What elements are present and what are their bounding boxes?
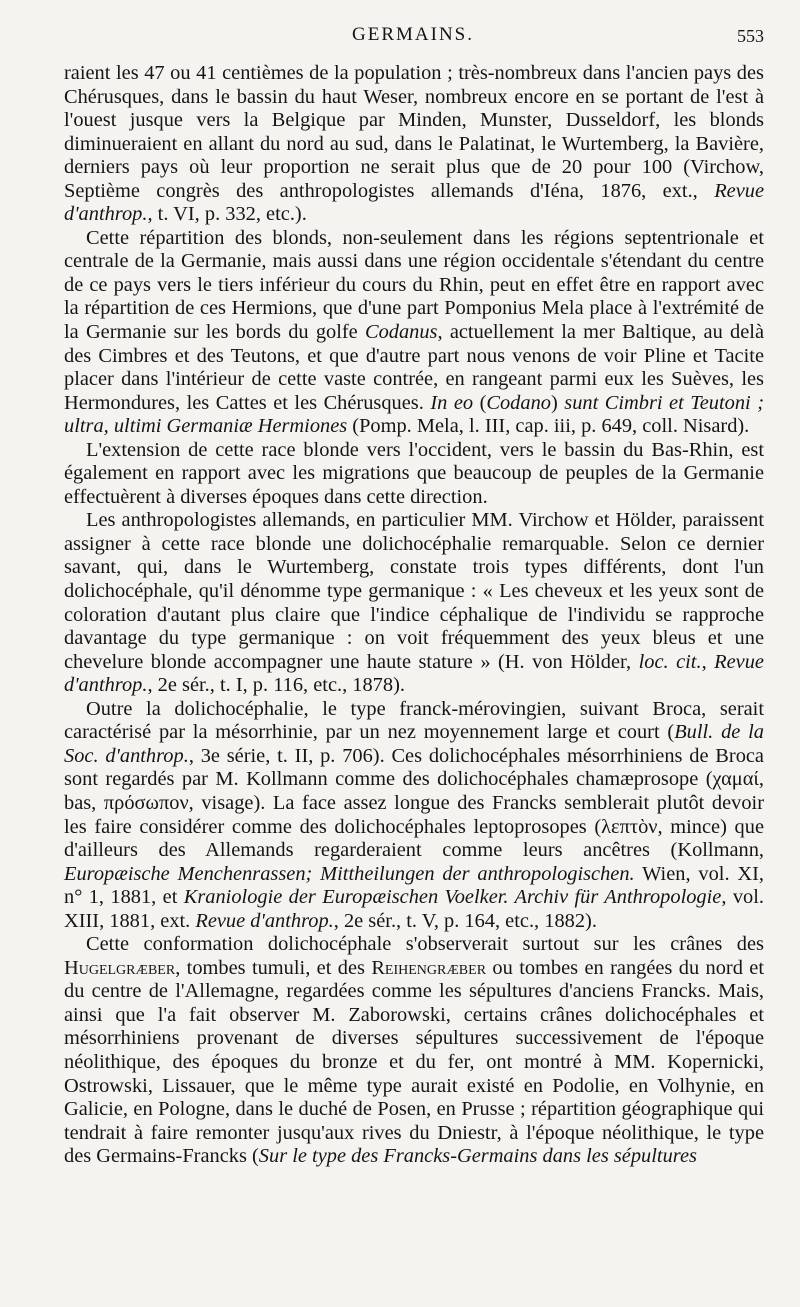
text-run: , tombes tumuli, et des	[175, 956, 372, 979]
paragraph	[64, 62, 764, 227]
text-run: (	[473, 391, 487, 414]
text-run: ou tombes en rangées du nord et du centre de l'Allemagne, regardées comme les sépultures d'anciens Francks. Mais, ainsi que l'a fait observer M. Zaborowski, certains crânes dolichocéphales et mésorrhiniens provenant de diverses sépultures successivement de l'époque néolithique, des époques du bronze et du fer, ont montré à MM. Kopernicki, Ostrowski, Lissauer, que le même type aurait existé en Podolie, en Volhynie, en Galicie, en Pologne, dans le duché de Posen, en Prusse ; répartition géographique qui tendrait à faire remonter jusqu'aux rives du Dniestr, à l'époque néolithique, le type des Germains-Francks (	[64, 956, 764, 1168]
page-number: 553	[737, 26, 764, 46]
paragraph	[64, 698, 764, 933]
text-run: ,	[701, 650, 715, 673]
italic-quote: Codano	[486, 391, 551, 414]
italic-citation: Revue d'anthrop.	[64, 179, 764, 226]
text-run: Wien, vol. XI, n° 1, 1881, et	[64, 862, 764, 909]
italic-citation: Revue d'anthrop.	[64, 650, 764, 697]
paragraph: L'extension de cette race blonde vers l'occident, vers le bassin du Bas-Rhin, est également en rapport avec les migrations que beaucoup de peuples de la Germanie effectuèrent à diverses époques dans cette direction.	[64, 438, 764, 508]
paragraph	[64, 933, 764, 1168]
text-run: , 2e sér., t. V, p. 164, etc., 1882).	[333, 909, 597, 932]
italic-quote: In eo	[430, 391, 474, 414]
running-head: GERMAINS.	[352, 24, 474, 45]
text-run: , 3e série, t. II, p. 706). Ces dolichocéphales mésorrhiniens de Broca sont regardés par M. Kollmann comme des dolichocéphales chamæprosope (χαμαί, bas, πρόσωπον, visage). La face assez longue des Francks semblerait plutôt devoir les faire considérer comme des dolichocéphales leptoprosopes (λεπτὸν, mince) que d'ailleurs des Allemands regarderaient comme leurs ancêtres (Kollmann,	[64, 744, 764, 862]
text-run: )	[550, 391, 565, 414]
text-run: raient les 47 ou 41 centièmes de la population ; très-nombreux dans l'ancien pays des Chérusques, dans le bassin du haut Weser, nombreux encore en se portant de l'est à l'ouest jusque vers la Belgique par Minden, Munster, Dusseldorf, les blonds diminueraient en allant du nord au sud, dans le Palatinat, le Wurtemberg, la Bavière, derniers pays où leur proportion ne serait plus que de 20 pour 100 (Virchow, Septième congrès des anthropologistes allemands d'Iéna, 1876, ext.,	[64, 62, 764, 202]
text-run: Outre la dolichocéphalie, le type franck-mérovingien, suivant Broca, serait caractérisé par la mésorrhinie, par un nez moyennement large et court (	[64, 697, 764, 744]
small-caps-term: Hugelgræber	[64, 956, 176, 979]
italic-citation: Kraniologie der Europæischen Voelker. Archiv für Anthropologie	[183, 886, 722, 909]
italic-citation: Sur le type des Francks-Germains dans les sépultures	[258, 1145, 697, 1168]
italic-citation: Europæische Menchenrassen; Mittheilungen der anthropologischen.	[64, 862, 635, 885]
text-run: , vol. XIII, 1881, ext.	[64, 886, 764, 932]
text-run: , t. VI, p. 332, etc.).	[147, 203, 307, 226]
italic-citation: Bull. de la Soc. d'anthrop.	[64, 721, 764, 767]
paragraph	[64, 509, 764, 697]
text-run: , 2e sér., t. I, p. 116, etc., 1878).	[147, 674, 405, 697]
body-text	[64, 62, 764, 1169]
text-run: Cette répartition des blonds, non-seulement dans les régions septentrionale et centrale de la Germanie, mais aussi dans une région occidentale s'étendant du centre de ce pays vers le tiers inférieur du cours du Rhin, peut en effet être en rapport avec la répartition de ces Hermions, que d'une part Pomponius Mela place à l'extrémité de la Germanie sur les bords du golfe	[64, 226, 764, 344]
italic-citation: loc. cit.	[638, 650, 702, 673]
small-caps-term: Reihengræber	[371, 956, 487, 979]
italic-quote: sunt Cimbri et Teutoni ; ultra, ultimi Germaniæ Hermiones	[64, 391, 764, 438]
text-run: Cette conformation dolichocéphale s'observerait surtout sur les crânes des	[86, 933, 764, 956]
italic-term: Codanus	[364, 321, 438, 344]
page-header	[62, 22, 764, 50]
italic-citation: Revue d'anthrop.	[195, 909, 334, 932]
paragraph	[64, 227, 764, 439]
text-run: , actuellement la mer Baltique, au delà des Cimbres et des Teutons, et que d'autre part nous venons de voir Pline et Tacite placer dans l'intérieur de cette vaste contrée, en rangeant parmi eux les Suèves, les Hermondures, les Cattes et les Chérusques.	[64, 321, 764, 414]
text-run: Les anthropologistes allemands, en particulier MM. Virchow et Hölder, paraissent assigner à cette race blonde une dolichocéphalie remarquable. Selon ce dernier savant, qui, dans le Wurtemberg, constate trois types différents, dont l'un dolichocéphale, qu'il dénomme type germanique : « Les cheveux et les yeux sont de coloration d'autant plus claire que l'indice céphalique de l'individu se rapproche davantage du type germanique : on voit fréquemment des yeux bleus et une chevelure blonde accompagner une haute stature » (H. von Hölder,	[64, 509, 764, 673]
text-run: (Pomp. Mela, l. III, cap. iii, p. 649, coll. Nisard).	[347, 415, 750, 438]
